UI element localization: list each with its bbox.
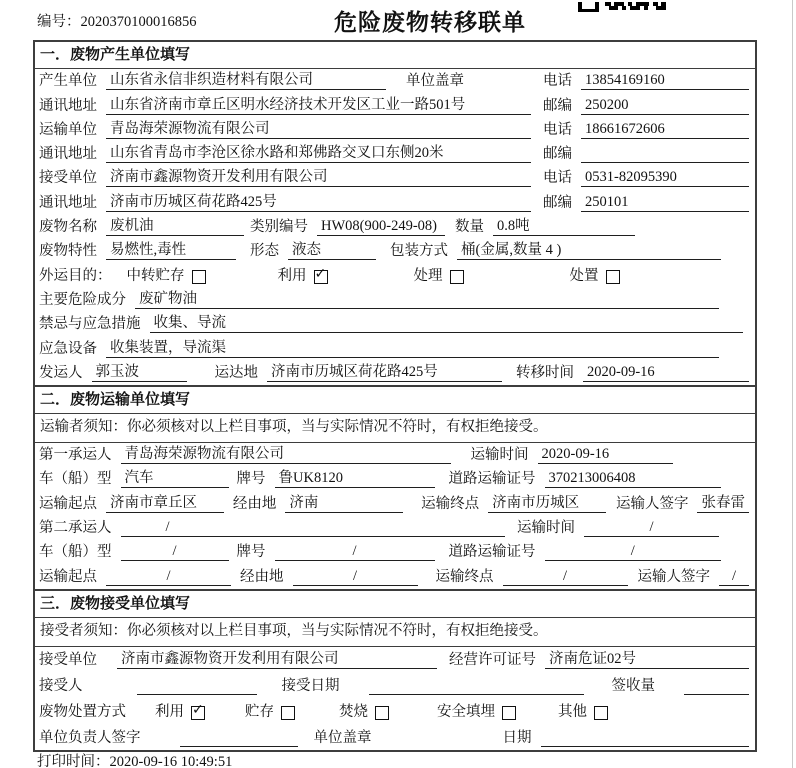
- row-vehicle-2: [35, 540, 755, 564]
- field-label: 邮编: [543, 146, 572, 163]
- row-transfer-purpose: [35, 263, 755, 287]
- option-label: 焚烧: [339, 704, 368, 721]
- field-label: 第二承运人: [39, 520, 112, 537]
- field-value: 2020-09-16: [538, 446, 673, 464]
- field-value: 0531-82095390: [581, 169, 749, 187]
- option-label: 中转贮存: [126, 267, 185, 284]
- field-value: /: [106, 568, 231, 586]
- field-value: 桶(金属,数量 4 ): [457, 242, 721, 260]
- field-label: 运输终点: [435, 568, 494, 585]
- option-label: 处理: [413, 267, 443, 284]
- section3-body: [35, 647, 755, 750]
- row-route-2: [35, 564, 755, 588]
- row-shipper: [35, 361, 755, 385]
- field-value: /: [503, 568, 628, 586]
- field-value: /: [719, 568, 749, 586]
- field-label: 电话: [543, 121, 572, 138]
- field-label: 运达地: [214, 364, 258, 381]
- field-label: 形态: [250, 243, 279, 260]
- field-label: 运输时间: [470, 447, 529, 464]
- field-value: [369, 678, 584, 695]
- option-label: 处置: [569, 267, 599, 284]
- field-value: /: [275, 543, 435, 561]
- field-label: 签收量: [611, 678, 655, 695]
- field-value: [180, 730, 298, 747]
- field-label: 牌号: [236, 471, 266, 488]
- field-label: 应急设备: [39, 340, 97, 357]
- field-value: 0.8吨: [493, 218, 635, 236]
- checkbox-treat: [450, 270, 464, 284]
- field-label: 日期: [502, 729, 532, 746]
- carrier-notice: 运输者须知：你必须核对以上栏目事项，当与实际情况不符时，有权拒绝接受。: [35, 414, 755, 443]
- section1-header: 一．废物产生单位填写: [35, 42, 755, 69]
- field-label: 车（船）型: [39, 471, 112, 488]
- option-label: 贮存: [245, 704, 274, 721]
- field-label: 包装方式: [390, 243, 448, 260]
- checkbox-incinerate: [375, 706, 389, 720]
- row-transport-unit: [35, 118, 755, 142]
- field-value: /: [545, 543, 722, 561]
- field-label: 接受日期: [281, 678, 340, 695]
- field-value: 废机油: [106, 218, 244, 236]
- field-value: 2020-09-16: [583, 364, 749, 382]
- field-label: 发运人: [39, 364, 83, 381]
- field-label: 通讯地址: [39, 97, 97, 114]
- checkbox-other: [594, 706, 608, 720]
- field-value: /: [121, 519, 506, 537]
- section1-body: [35, 69, 755, 385]
- checkbox-landfill: [502, 706, 516, 720]
- row-emergency-equipment: [35, 336, 755, 360]
- field-value: 济南市章丘区: [106, 495, 224, 513]
- field-value: /: [121, 543, 229, 561]
- checkbox-utilize-disposal: [191, 706, 205, 720]
- row-second-carrier: [35, 516, 755, 540]
- option-storage: [245, 704, 295, 721]
- row-vehicle-1: [35, 467, 755, 491]
- field-value: 13854169160: [581, 72, 749, 90]
- option-label: 安全填埋: [437, 704, 495, 721]
- field-value: 济南市鑫源物资开发利用有限公司: [117, 651, 437, 669]
- field-value: 370213006408: [545, 470, 722, 488]
- field-label: 牌号: [236, 544, 266, 561]
- field-label: 通讯地址: [39, 194, 97, 211]
- field-label: 运输起点: [39, 568, 97, 585]
- field-label: 转移时间: [516, 364, 574, 381]
- field-label: 运输人签字: [637, 568, 710, 585]
- field-label: 禁忌与应急措施: [39, 316, 141, 333]
- scan-edge-line: [792, 0, 793, 768]
- field-label: 经由地: [240, 568, 284, 585]
- field-label: 废物处置方式: [39, 704, 126, 721]
- field-value: [581, 146, 749, 163]
- field-value: [541, 730, 750, 747]
- field-label: 废物名称: [39, 219, 97, 236]
- field-value: 液态: [288, 242, 376, 260]
- field-label: 电话: [543, 73, 572, 90]
- row-first-carrier: [35, 443, 755, 467]
- field-label: 外运目的：: [39, 267, 112, 284]
- row-receiver-address: [35, 190, 755, 214]
- field-label: 产生单位: [39, 73, 97, 90]
- checkbox-transit-storage: [192, 270, 206, 284]
- field-value: 收集、导流: [150, 315, 744, 333]
- option-utilize: [278, 268, 328, 285]
- field-label: 电话: [543, 170, 572, 187]
- field-label: 运输终点: [421, 495, 480, 512]
- manifest-form: [33, 40, 757, 752]
- field-label: 道路运输证号: [448, 544, 536, 561]
- option-dispose: [570, 268, 620, 285]
- field-value: /: [293, 568, 418, 586]
- row-waste-property: [35, 239, 755, 263]
- field-value: 废矿物油: [135, 291, 719, 309]
- row-transport-address: [35, 142, 755, 166]
- serial-label: 编号：: [37, 14, 81, 30]
- field-label: 接受单位: [39, 170, 97, 187]
- field-label: 经营许可证号: [449, 652, 536, 669]
- field-value: 济南: [285, 495, 403, 513]
- option-incinerate: [339, 704, 389, 721]
- field-value: /: [584, 519, 719, 537]
- field-value: 济南市历城区: [488, 495, 606, 513]
- field-label: 道路运输证号: [448, 471, 536, 488]
- row-producer-address: [35, 93, 755, 117]
- field-label: 数量: [455, 219, 484, 236]
- checkbox-utilize: [314, 270, 328, 284]
- field-value: [137, 678, 257, 695]
- field-label: 废物特性: [39, 243, 97, 260]
- field-value: 250101: [581, 194, 749, 212]
- field-value: 收集装置，导流渠: [106, 340, 719, 358]
- field-label: 邮编: [543, 194, 572, 211]
- row-waste-name: [35, 215, 755, 239]
- section2-body: [35, 443, 755, 589]
- field-label: 运输起点: [39, 495, 97, 512]
- row-acceptor: [35, 672, 755, 698]
- field-label: 邮编: [543, 97, 572, 114]
- field-label: 车（船）型: [39, 544, 112, 561]
- field-label: 运输时间: [517, 520, 575, 537]
- row-accept-unit: [35, 647, 755, 673]
- field-value: 250200: [581, 97, 749, 115]
- page-title: 危险废物转移联单: [334, 10, 526, 35]
- receiver-notice: 接受者须知：你必须核对以上栏目事项，当与实际情况不符时，有权拒绝接受。: [35, 618, 755, 647]
- serial-value: 2020370100016856: [80, 14, 197, 30]
- row-route-1: [35, 491, 755, 515]
- section2-header: 二．废物运输单位填写: [35, 385, 755, 414]
- field-value: HW08(900-249-08): [317, 218, 445, 236]
- row-hazard-component: [35, 288, 755, 312]
- print-time-label: 打印时间：: [37, 754, 110, 768]
- row-signature: [35, 724, 755, 750]
- row-receiver-unit: [35, 166, 755, 190]
- field-value: 济南市历城区荷花路425号: [106, 194, 531, 212]
- checkbox-storage: [281, 706, 295, 720]
- field-value: 郭玉波: [92, 364, 187, 382]
- field-value: [684, 678, 749, 695]
- field-label: 主要危险成分: [39, 291, 126, 308]
- field-label: 接受单位: [39, 652, 97, 669]
- row-disposal-method: [35, 698, 755, 724]
- field-value: 济南危证02号: [545, 651, 749, 669]
- field-value: 山东省青岛市李沧区徐水路和郑佛路交叉口东侧20米: [106, 145, 531, 163]
- field-value: 张春雷: [697, 495, 749, 513]
- print-timestamp: [37, 750, 232, 768]
- row-emergency-measures: [35, 312, 755, 336]
- row-producer-unit: [35, 69, 755, 93]
- option-other: [558, 704, 608, 721]
- option-utilize: [155, 704, 205, 721]
- field-label: 运输单位: [39, 121, 97, 138]
- option-label: 利用: [155, 704, 184, 721]
- field-value: 易燃性,毒性: [106, 242, 236, 260]
- option-treat: [414, 268, 464, 285]
- field-label: 类别编号: [250, 219, 308, 236]
- qr-code-fragment-icon: [578, 0, 666, 11]
- field-label: 单位盖章: [313, 729, 372, 746]
- field-value: 鲁UK8120: [275, 470, 435, 488]
- field-label: 运输人签字: [615, 495, 689, 512]
- option-landfill: [437, 704, 516, 721]
- field-label: 通讯地址: [39, 146, 97, 163]
- field-value: 山东省永信非织造材料有限公司: [106, 72, 386, 90]
- section3-header: 三．废物接受单位填写: [35, 589, 755, 618]
- field-value: 青岛海荣源物流有限公司: [106, 121, 531, 139]
- field-value: 汽车: [121, 470, 229, 488]
- option-label: 利用: [277, 267, 307, 284]
- field-value: 山东省济南市章丘区明水经济技术开发区工业一路501号: [106, 97, 531, 115]
- field-value: 济南市历城区荷花路425号: [267, 364, 502, 382]
- print-time-value: 2020-09-16 10:49:51: [109, 754, 233, 768]
- field-label: 接受人: [39, 678, 83, 695]
- field-value: 18661672606: [581, 121, 749, 139]
- field-label: 单位负责人签字: [39, 729, 141, 746]
- option-label: 其他: [558, 704, 587, 721]
- field-label: 第一承运人: [39, 447, 112, 464]
- checkbox-dispose: [606, 270, 620, 284]
- field-label: 单位盖章: [406, 73, 464, 90]
- field-value: 青岛海荣源物流有限公司: [121, 446, 451, 464]
- serial-number: [37, 10, 197, 31]
- field-value: 济南市鑫源物资开发利用有限公司: [106, 169, 531, 187]
- option-transit-storage: [127, 268, 206, 285]
- field-label: 经由地: [232, 495, 277, 512]
